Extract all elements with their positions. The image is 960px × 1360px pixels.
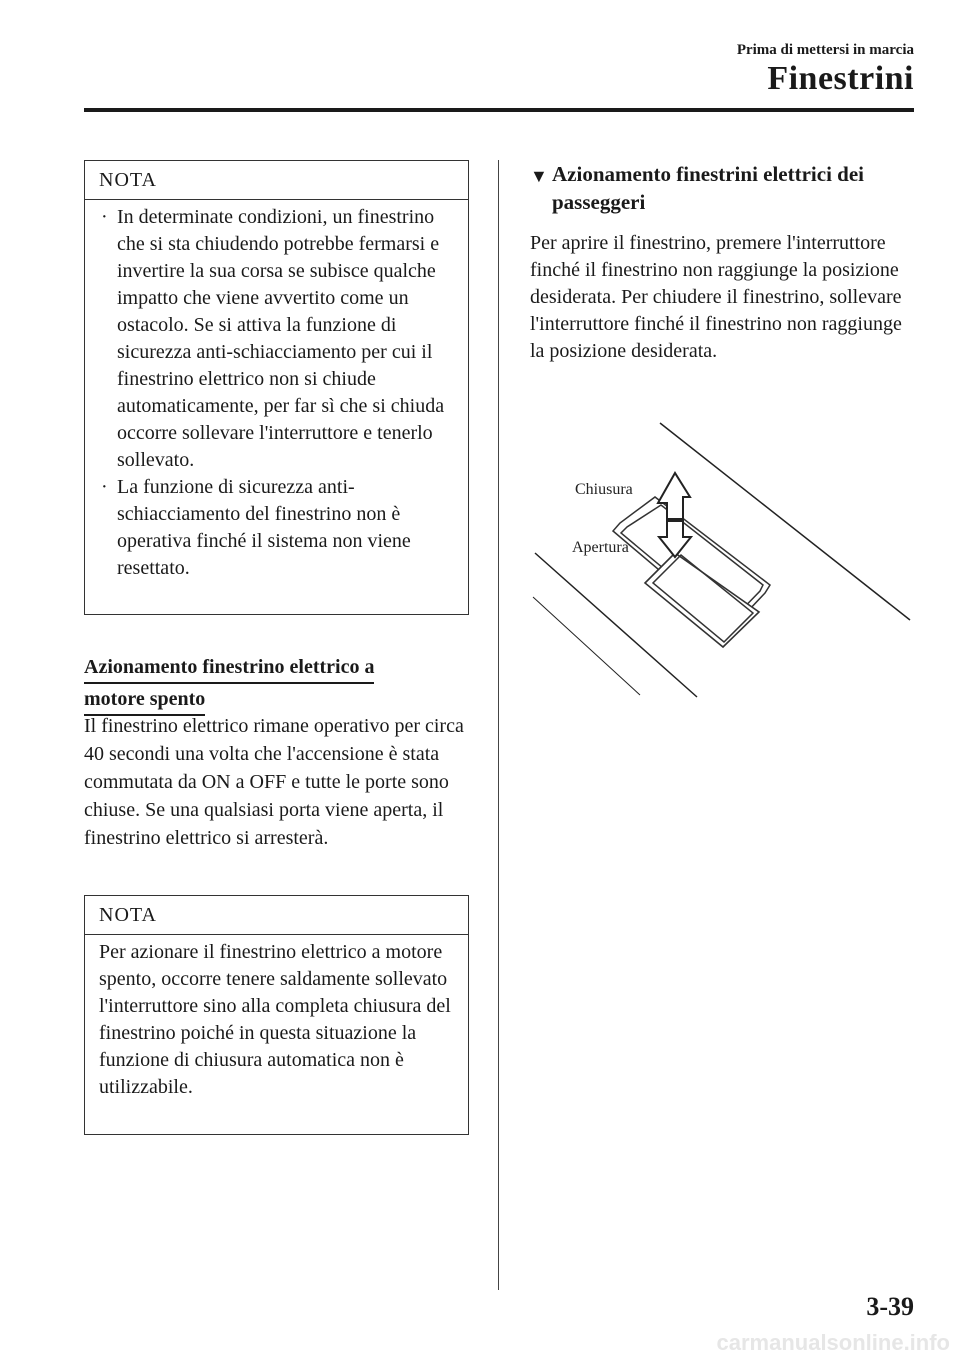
note-body-text: Per azionare il finestrino elettrico a motore spento, occorre tenere saldamente sollevato l'interruttore sino alla completa chiusura del finestrino poiché in questa situazione la funzione di chiusura automatica non è utilizzabile. xyxy=(99,941,451,1098)
note-box-safety xyxy=(84,160,469,615)
bullet-dot: · xyxy=(101,206,108,228)
section-heading xyxy=(530,160,920,216)
bullet-dot: · xyxy=(101,476,108,498)
page-title: Finestrini xyxy=(767,60,914,97)
label-close: Chiusura xyxy=(575,481,633,498)
up-down-arrow-icon xyxy=(658,473,691,557)
label-open: Apertura xyxy=(572,539,629,556)
note-bullet-text: In determinate condizioni, un finestrino che si sta chiudendo potrebbe fermarsi e invertire la sua corsa se subisce qualche impatto che viene avvertito come un ostacolo. Se si attiva la funzione di sicurezza anti-schiacciamento per cui il finestrino elettrico non si chiude automaticamente, per far sì che si chiuda occorre sollevare l'interruttore e tenerlo sollevato. xyxy=(117,206,445,471)
page-number: 3-39 xyxy=(866,1292,914,1321)
triangle-marker-icon: ▼ xyxy=(530,166,548,186)
note-body xyxy=(85,200,468,596)
window-switch-icon xyxy=(613,497,770,647)
note-body xyxy=(85,935,468,1115)
window-switch-figure xyxy=(525,405,920,705)
note-bullet xyxy=(99,204,454,474)
note-box-engine-off xyxy=(84,895,469,1135)
watermark: carmanualsonline.info xyxy=(716,1330,950,1355)
column-divider xyxy=(498,160,499,1290)
subsection-heading xyxy=(84,652,374,716)
note-bullet-text: La funzione di sicurezza anti-schiacciamento del finestrino non è operativa finché il sistema non viene resettato. xyxy=(117,476,411,579)
note-bullet xyxy=(99,474,454,582)
subsection-heading-line2: motore spento xyxy=(84,684,205,716)
subsection-body: Il finestrino elettrico rimane operativo per circa 40 secondi una volta che l'accensione è stata commutata da ON a OFF e tutte le porte sono chiuse. Se una qualsiasi porta viene aperta, il finestrino elettrico si arresterà. xyxy=(84,715,464,849)
note-heading: NOTA xyxy=(85,161,468,200)
section-body: Per aprire il finestrino, premere l'interruttore finché il finestrino non raggiunge la posizione desiderata. Per chiudere il finestrino, sollevare l'interruttore finché il finestrino non raggiunge la posizione desiderata. xyxy=(530,232,902,362)
note-heading: NOTA xyxy=(85,896,468,935)
door-panel-line xyxy=(533,597,640,695)
section-heading-text: Azionamento finestrini elettrici dei passeggeri xyxy=(552,162,865,214)
subsection-heading-line1: Azionamento finestrino elettrico a xyxy=(84,652,374,684)
header-section: Prima di mettersi in marcia xyxy=(736,42,914,58)
header-rule xyxy=(84,108,914,112)
